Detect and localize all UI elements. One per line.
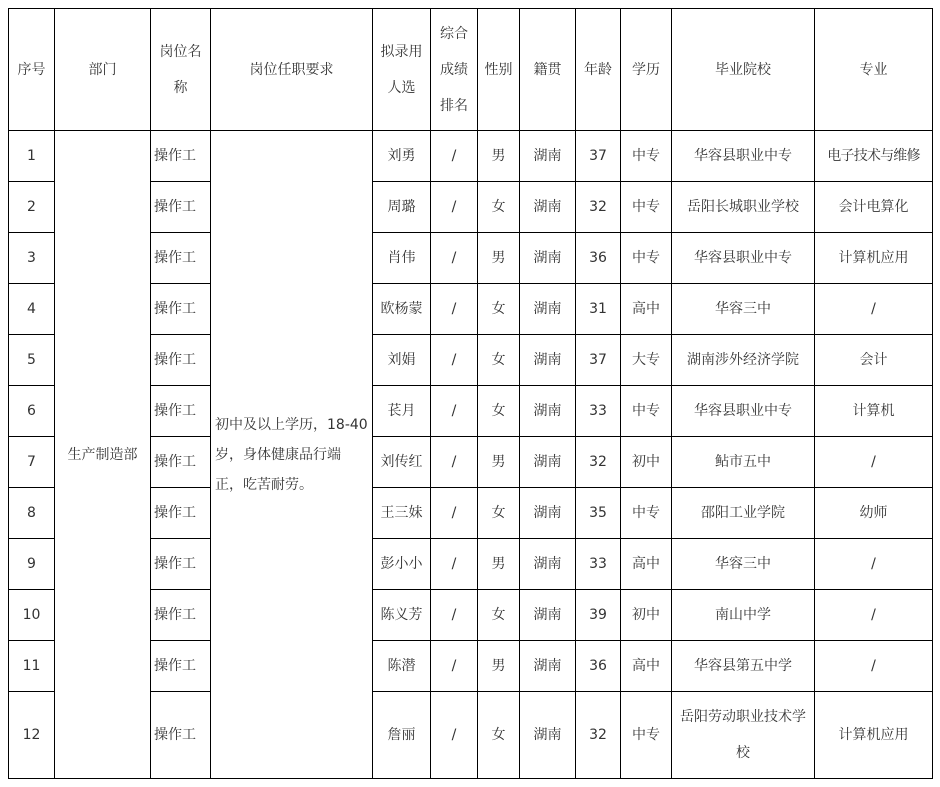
school-cell: 南山中学: [672, 590, 815, 641]
person-cell: 刘传红: [373, 437, 431, 488]
origin-cell: 湖南: [520, 641, 576, 692]
major-cell: /: [815, 641, 933, 692]
major-cell: 电子技术与维修: [815, 131, 933, 182]
edu-cell: 初中: [621, 590, 672, 641]
edu-cell: 中专: [621, 131, 672, 182]
gender-cell: 男: [478, 539, 520, 590]
header-seq: 序号: [9, 9, 55, 131]
person-cell: 肖伟: [373, 233, 431, 284]
rank-cell: /: [431, 641, 478, 692]
person-cell: 陈义芳: [373, 590, 431, 641]
origin-cell: 湖南: [520, 539, 576, 590]
edu-cell: 大专: [621, 335, 672, 386]
rank-cell: /: [431, 437, 478, 488]
header-gender: 性别: [478, 9, 520, 131]
major-cell: /: [815, 539, 933, 590]
school-cell: 华容县职业中专: [672, 386, 815, 437]
major-cell: 计算机: [815, 386, 933, 437]
edu-cell: 中专: [621, 233, 672, 284]
job-cell: 操作工: [151, 641, 211, 692]
edu-cell: 高中: [621, 539, 672, 590]
gender-cell: 女: [478, 335, 520, 386]
age-cell: 33: [576, 386, 621, 437]
rank-cell: /: [431, 131, 478, 182]
gender-cell: 女: [478, 692, 520, 779]
seq-cell: 5: [9, 335, 55, 386]
school-cell: 华容三中: [672, 539, 815, 590]
person-cell: 刘勇: [373, 131, 431, 182]
requirement-cell: 初中及以上学历，18-40岁，身体健康品行端正，吃苦耐劳。: [211, 131, 373, 779]
person-cell: 刘娟: [373, 335, 431, 386]
header-edu: 学历: [621, 9, 672, 131]
job-cell: 操作工: [151, 182, 211, 233]
seq-cell: 9: [9, 539, 55, 590]
school-cell: 华容县职业中专: [672, 233, 815, 284]
gender-cell: 男: [478, 437, 520, 488]
table-body: [9, 131, 933, 779]
header-origin: 籍贯: [520, 9, 576, 131]
seq-cell: 8: [9, 488, 55, 539]
major-cell: 计算机应用: [815, 692, 933, 779]
header-school: 毕业院校: [672, 9, 815, 131]
job-cell: 操作工: [151, 386, 211, 437]
rank-cell: /: [431, 182, 478, 233]
major-cell: 幼师: [815, 488, 933, 539]
major-cell: /: [815, 437, 933, 488]
seq-cell: 3: [9, 233, 55, 284]
origin-cell: 湖南: [520, 284, 576, 335]
job-cell: 操作工: [151, 284, 211, 335]
person-cell: 彭小小: [373, 539, 431, 590]
header-age: 年龄: [576, 9, 621, 131]
school-cell: 岳阳劳动职业技术学校: [672, 692, 815, 779]
seq-cell: 11: [9, 641, 55, 692]
gender-cell: 男: [478, 233, 520, 284]
edu-cell: 中专: [621, 386, 672, 437]
table-row: [9, 131, 933, 182]
age-cell: 39: [576, 590, 621, 641]
seq-cell: 7: [9, 437, 55, 488]
gender-cell: 女: [478, 386, 520, 437]
job-cell: 操作工: [151, 488, 211, 539]
person-cell: 王三妹: [373, 488, 431, 539]
gender-cell: 女: [478, 284, 520, 335]
origin-cell: 湖南: [520, 590, 576, 641]
header-major: 专业: [815, 9, 933, 131]
gender-cell: 女: [478, 488, 520, 539]
job-cell: 操作工: [151, 335, 211, 386]
age-cell: 35: [576, 488, 621, 539]
rank-cell: /: [431, 284, 478, 335]
edu-cell: 中专: [621, 692, 672, 779]
rank-cell: /: [431, 233, 478, 284]
person-cell: 陈潜: [373, 641, 431, 692]
age-cell: 37: [576, 131, 621, 182]
age-cell: 36: [576, 233, 621, 284]
rank-cell: /: [431, 488, 478, 539]
header-rank: 综合成绩排名: [431, 9, 478, 131]
edu-cell: 中专: [621, 182, 672, 233]
age-cell: 32: [576, 437, 621, 488]
seq-cell: 6: [9, 386, 55, 437]
rank-cell: /: [431, 386, 478, 437]
gender-cell: 男: [478, 131, 520, 182]
school-cell: 华容县第五中学: [672, 641, 815, 692]
seq-cell: 2: [9, 182, 55, 233]
job-cell: 操作工: [151, 131, 211, 182]
major-cell: 计算机应用: [815, 233, 933, 284]
seq-cell: 10: [9, 590, 55, 641]
job-cell: 操作工: [151, 539, 211, 590]
age-cell: 33: [576, 539, 621, 590]
major-cell: /: [815, 590, 933, 641]
origin-cell: 湖南: [520, 488, 576, 539]
school-cell: 华容县职业中专: [672, 131, 815, 182]
school-cell: 鲇市五中: [672, 437, 815, 488]
edu-cell: 初中: [621, 437, 672, 488]
age-cell: 31: [576, 284, 621, 335]
major-cell: /: [815, 284, 933, 335]
origin-cell: 湖南: [520, 131, 576, 182]
person-cell: 欧杨蒙: [373, 284, 431, 335]
job-cell: 操作工: [151, 233, 211, 284]
department-cell: 生产制造部: [55, 131, 151, 779]
header-dept: 部门: [55, 9, 151, 131]
job-cell: 操作工: [151, 590, 211, 641]
seq-cell: 1: [9, 131, 55, 182]
school-cell: 邵阳工业学院: [672, 488, 815, 539]
person-cell: 苌月: [373, 386, 431, 437]
origin-cell: 湖南: [520, 437, 576, 488]
header-req: 岗位任职要求: [211, 9, 373, 131]
gender-cell: 女: [478, 182, 520, 233]
person-cell: 周璐: [373, 182, 431, 233]
job-cell: 操作工: [151, 437, 211, 488]
school-cell: 岳阳长城职业学校: [672, 182, 815, 233]
header-person: 拟录用人选: [373, 9, 431, 131]
seq-cell: 4: [9, 284, 55, 335]
origin-cell: 湖南: [520, 182, 576, 233]
origin-cell: 湖南: [520, 335, 576, 386]
origin-cell: 湖南: [520, 692, 576, 779]
age-cell: 32: [576, 182, 621, 233]
job-cell: 操作工: [151, 692, 211, 779]
edu-cell: 高中: [621, 641, 672, 692]
age-cell: 36: [576, 641, 621, 692]
seq-cell: 12: [9, 692, 55, 779]
gender-cell: 女: [478, 590, 520, 641]
rank-cell: /: [431, 539, 478, 590]
hiring-table: [8, 8, 933, 779]
age-cell: 32: [576, 692, 621, 779]
edu-cell: 中专: [621, 488, 672, 539]
origin-cell: 湖南: [520, 233, 576, 284]
rank-cell: /: [431, 590, 478, 641]
origin-cell: 湖南: [520, 386, 576, 437]
header-job: 岗位名称: [151, 9, 211, 131]
age-cell: 37: [576, 335, 621, 386]
rank-cell: /: [431, 692, 478, 779]
edu-cell: 高中: [621, 284, 672, 335]
major-cell: 会计电算化: [815, 182, 933, 233]
rank-cell: /: [431, 335, 478, 386]
major-cell: 会计: [815, 335, 933, 386]
header-row: [9, 9, 933, 131]
person-cell: 詹丽: [373, 692, 431, 779]
gender-cell: 男: [478, 641, 520, 692]
school-cell: 湖南涉外经济学院: [672, 335, 815, 386]
school-cell: 华容三中: [672, 284, 815, 335]
